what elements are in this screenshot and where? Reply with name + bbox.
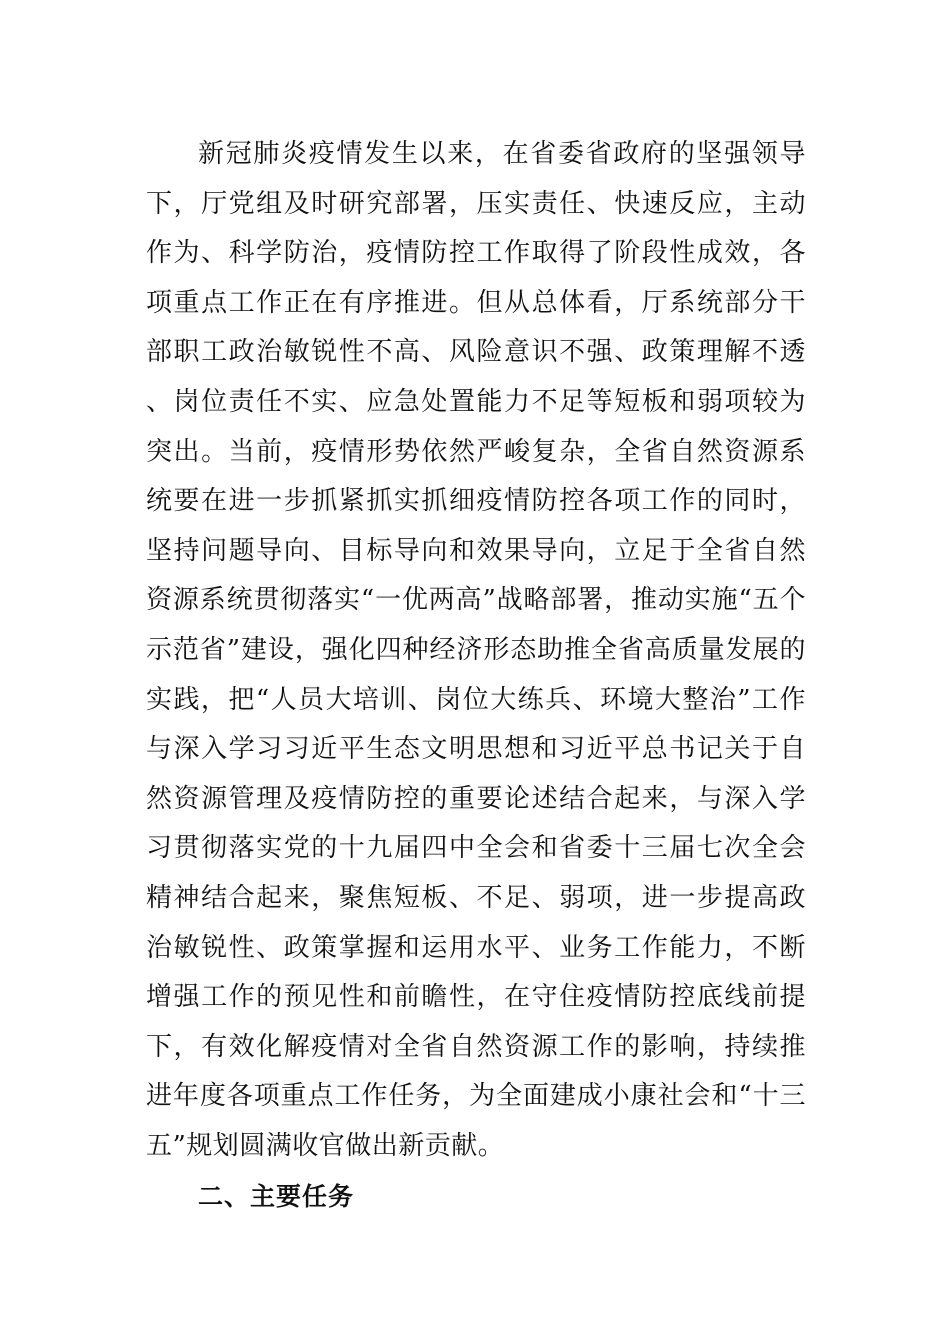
body-paragraph: 新冠肺炎疫情发生以来，在省委省政府的坚强领导下，厅党组及时研究部署，压实责任、快速反应，主动作为、科学防治，疫情防控工作取得了阶段性成效，各项重点工作正在有序推进。但从总体看，厅系统部分干部职工政治敏锐性不高、风险意识不强、政策理解不透、岗位责任不实、应急处置能力不足等短板和弱项较为突出。当前，疫情形势依然严峻复杂，全省自然资源系统要在进一步抓紧抓实抓细疫情防控各项工作的同时，坚持问题导向、目标导向和效果导向，立足于全省自然资源系统贯彻落实“一优两高”战略部署，推动实施“五个示范省”建设，强化四种经济形态助推全省高质量发展的实践，把“人员大培训、岗位大练兵、环境大整治”工作与深入学习习近平生态文明思想和习近平总书记关于自然资源管理及疫情防控的重要论述结合起来，与深入学习贯彻落实党的十九届四中全会和省委十三届七次全会精神结合起来，聚焦短板、不足、弱项，进一步提高政治敏锐性、政策掌握和运用水平、业务工作能力，不断增强工作的预见性和前瞻性，在守住疫情防控底线前提下，有效化解疫情对全省自然资源工作的影响，持续推进年度各项重点工作任务，为全面建成小康社会和“十三五”规划圆满收官做出新贡献。 [146, 139, 806, 1161]
section-heading: 二、主要任务 [198, 1182, 355, 1211]
